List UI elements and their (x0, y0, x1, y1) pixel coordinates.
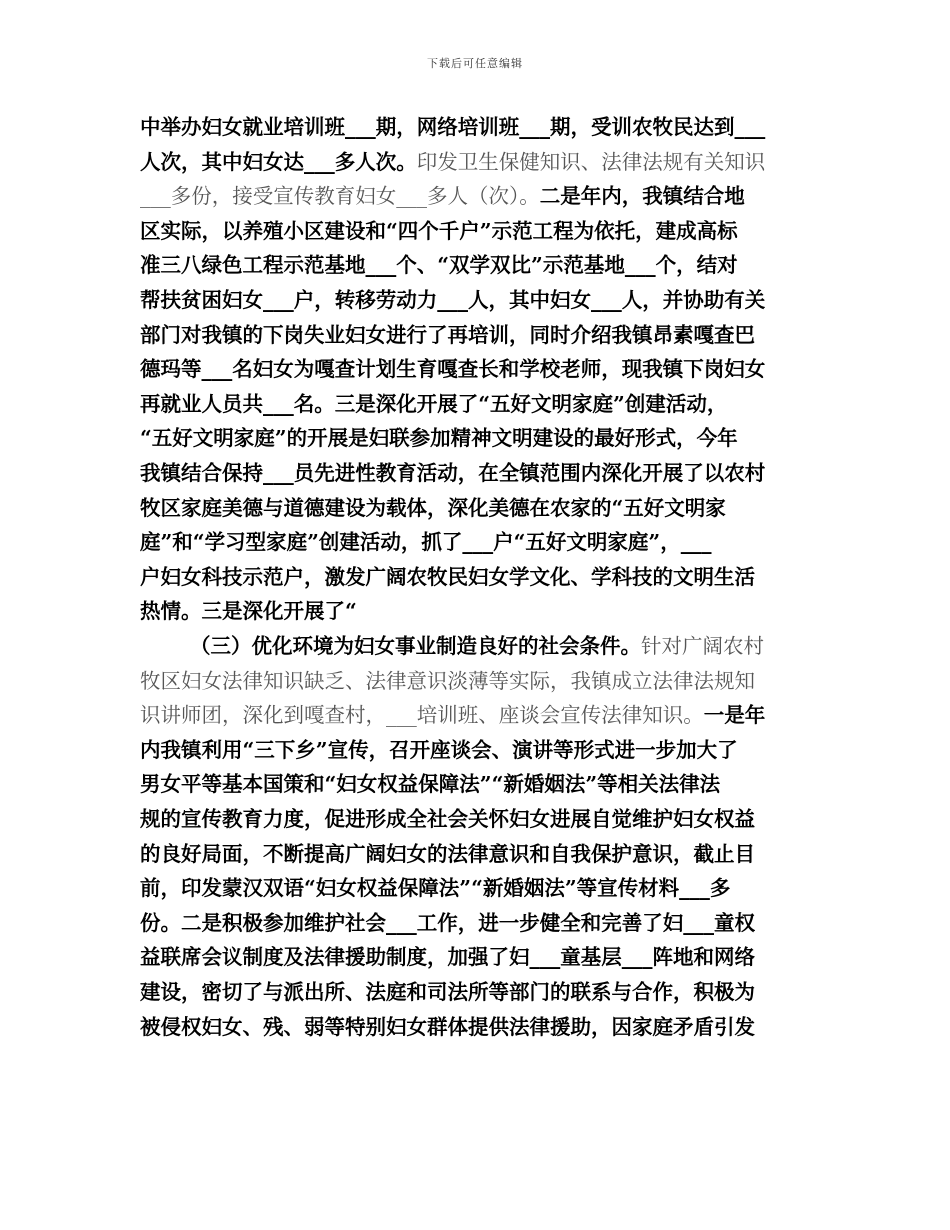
text-line (140, 698, 812, 732)
text-segment: 益联席会议制度及法律援助制度，加强了妇___童基层___阵地和网络 (140, 945, 755, 970)
text-segment: 我镇结合保持___员先进性教育活动，在全镇范围内深化开展了以农村 (140, 461, 766, 485)
text-line (140, 733, 812, 767)
text-segment: 识讲师团，深化到嘎查村，___培训班、座谈会宣传法律知识。 (140, 703, 704, 728)
text-line (140, 283, 812, 317)
text-line (140, 456, 812, 490)
text-segment: 被侵权妇女、残、弱等特别妇女群体提供法律援助，因家庭矛盾引发 (140, 1014, 755, 1039)
text-segment: 中举办妇女就业培训班___期，网络培训班___期，受训农牧民达到___ (140, 115, 766, 139)
text-line (140, 145, 812, 179)
text-line (140, 491, 812, 525)
text-segment: 二是年内，我镇结合地 (539, 184, 745, 209)
text-line (140, 560, 812, 594)
text-segment: 内我镇利用“三下乡”宣传，召开座谈会、演讲等形式进一步加大了 (140, 737, 738, 762)
text-segment: 一是年 (703, 703, 766, 728)
text-line (140, 664, 812, 698)
text-line (140, 421, 812, 455)
text-line (190, 629, 812, 663)
text-segment: 的良好局面，不断提高广阔妇女的法律意识和自我保护意识，截止目 (140, 841, 755, 866)
text-line (140, 318, 812, 352)
text-line (140, 871, 812, 905)
text-segment: 准三八绿色工程示范基地___个、“双学双比”示范基地___个，结对 (140, 253, 738, 278)
text-line (140, 767, 812, 801)
text-line (140, 352, 812, 386)
text-line (140, 248, 812, 282)
text-segment: 牧区家庭美德与道德建设为载体，深化美德在农家的“五好文明家 (140, 495, 726, 520)
text-segment: （三）优化环境为妇女事业制造良好的社会条件。 (190, 634, 641, 658)
text-line (140, 214, 812, 248)
text-segment: 热情。三是深化开展了“ (140, 599, 357, 624)
text-segment: 帮扶贫困妇女___户，转移劳动力___人，其中妇女___人，并协助有关 (140, 288, 766, 312)
text-line (140, 940, 812, 974)
text-segment: 份。二是积极参加维护社会___工作，进一步健全和完善了妇___童权 (140, 910, 755, 935)
text-line (140, 387, 812, 421)
text-line (140, 906, 812, 940)
text-segment: 牧区妇女法律知识缺乏、法律意识淡薄等实际，我镇成立法律法规知 (140, 668, 755, 693)
text-line (140, 975, 812, 1009)
page-header: 下载后可任意编辑 (427, 57, 523, 70)
text-segment: “五好文明家庭”的开展是妇联参加精神文明建设的最好形式，今年 (140, 426, 738, 451)
text-segment: 前，印发蒙汉双语“妇女权益保障法”“新婚姻法”等宣传材料___多 (140, 876, 731, 901)
text-segment: 建设，密切了与派出所、法庭和司法所等部门的联系与合作，积极为 (140, 980, 755, 1004)
text-segment: 区实际，以养殖小区建设和“四个千户”示范工程为依托，建成高标 (140, 218, 738, 243)
text-segment: 规的宣传教育力度，促进形成全社会关怀妇女进展自觉维护妇女权益 (140, 807, 755, 831)
text-segment: 印发卫生保健知识、法律法规有关知识 (416, 149, 766, 174)
text-segment: ___多份，接受宣传教育妇女___多人（次）。 (140, 184, 540, 209)
text-line (140, 837, 812, 871)
text-line (140, 525, 812, 559)
text-segment: 户妇女科技示范户，激发广阔农牧民妇女学文化、学科技的文明生活 (140, 564, 755, 589)
text-segment: 男女平等基本国策和“妇女权益保障法”“新婚姻法”等相关法律法 (140, 772, 721, 797)
text-segment: 庭”和“学习型家庭”创建活动，抓了___户“五好文明家庭”，___ (140, 530, 712, 555)
text-line (140, 594, 812, 628)
text-line (140, 802, 812, 836)
text-line (140, 179, 812, 213)
text-line (140, 110, 812, 144)
text-segment: 德玛等___名妇女为嘎查计划生育嘎查长和学校老师，现我镇下岗妇女 (140, 357, 766, 382)
text-segment: 再就业人员共___名。三是深化开展了“五好文明家庭”创建活动， (140, 391, 728, 416)
text-segment: 人次，其中妇女达___多人次。 (140, 149, 417, 174)
text-segment: 针对广阔农村 (641, 634, 764, 658)
text-segment: 部门对我镇的下岗失业妇女进行了再培训，同时介绍我镇昂素嘎查巴 (140, 322, 755, 347)
text-line (140, 1010, 812, 1044)
